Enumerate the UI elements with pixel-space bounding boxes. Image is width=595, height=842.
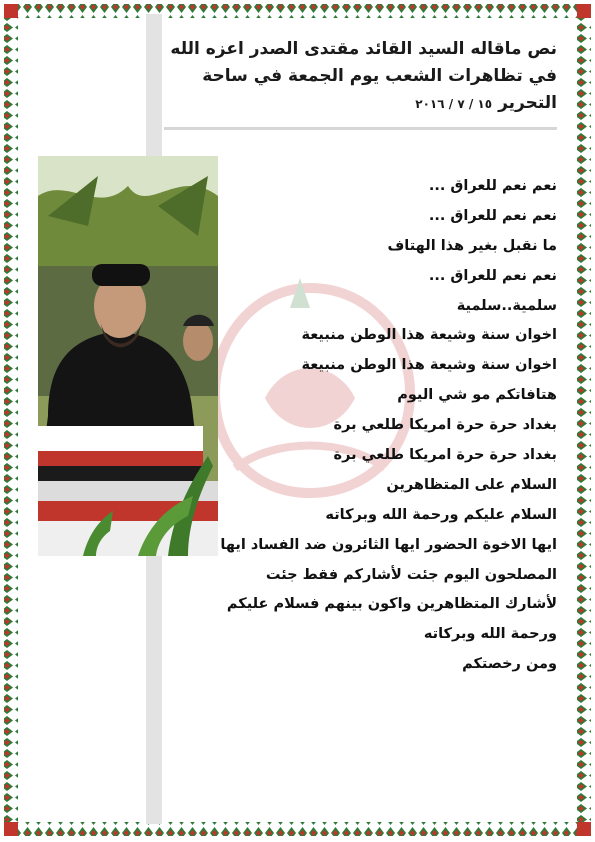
title-line-1: نص ماقاله السيد القائد مقتدى الصدر اعزه الله <box>170 39 557 59</box>
speech-line: المصلحون اليوم جئت لأشاركم فقط جئت <box>265 566 557 583</box>
speech-line: بغداد حرة حرة امريكا طلعي برة <box>333 417 557 434</box>
speech-line: لأشارك المتظاهرين واكون بينهم فسلام عليكم <box>226 596 557 613</box>
title-line-2: في تظاهرات الشعب يوم الجمعة في ساحة <box>202 66 557 86</box>
speech-line: السلام عليكم ورحمة الله وبركاته <box>325 506 557 523</box>
title-divider <box>164 127 557 130</box>
speech-line: اخوان سنة وشيعة هذا الوطن منبيعة <box>301 327 557 344</box>
speech-line: سلمية..سلمية <box>456 297 557 314</box>
date-label: ١٥ / ٧ / ٢٠١٦ <box>415 97 493 111</box>
speech-line: هتافاتكم مو شي اليوم <box>397 387 557 404</box>
speech-line: بغداد حرة حرة امريكا طلعي برة <box>333 447 557 464</box>
speech-line: نعم نعم للعراق ... <box>428 207 557 224</box>
speech-text <box>147 172 557 680</box>
speech-line: ايها الاخوة الحضور ايها الثائرون ضد الفساد ايها <box>220 536 557 553</box>
speech-line: نعم نعم للعراق ... <box>428 178 557 194</box>
speech-line: نعم نعم للعراق ... <box>428 267 557 284</box>
speech-line: ومن رخصتكم <box>462 656 557 673</box>
page-title <box>137 36 557 118</box>
speech-line: ما نقبل بغير هذا الهتاف <box>387 237 557 254</box>
speech-line: اخوان سنة وشيعة هذا الوطن منبيعة <box>301 357 557 374</box>
title-line-3: التحرير <box>498 93 557 113</box>
speech-line: ورحمة الله وبركاته <box>423 626 557 643</box>
speech-line: السلام على المتظاهرين <box>386 476 557 493</box>
